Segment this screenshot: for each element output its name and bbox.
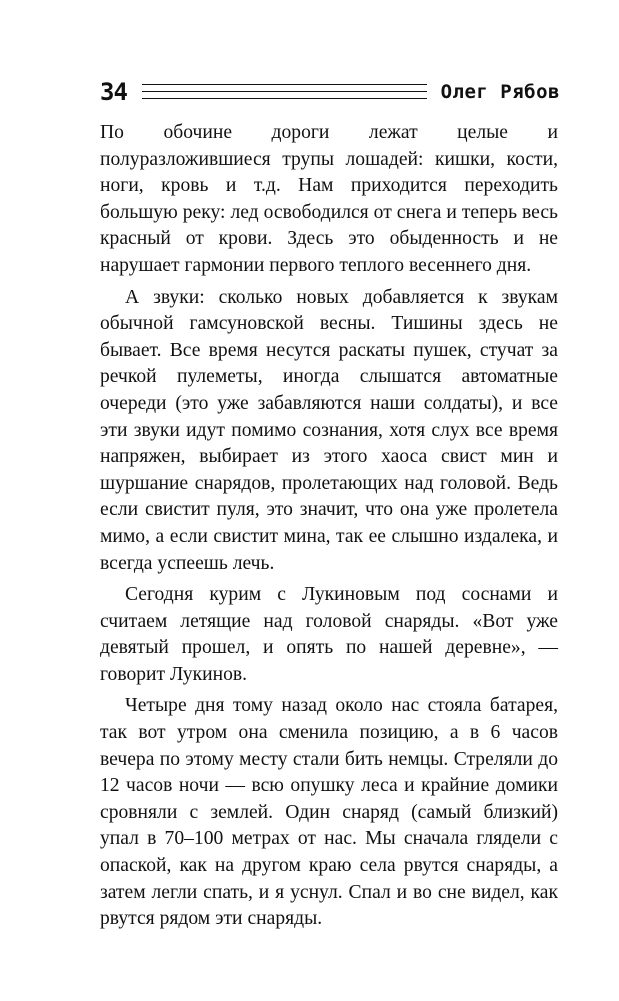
running-header <box>100 78 560 106</box>
paragraph: Сегодня курим с Лукиновым под соснами и считаем летящие над головой снаряды. «Вот уже девятый прошел, и опять по нашей деревне», — говорит Лукинов. <box>100 584 558 685</box>
body-text <box>100 120 558 938</box>
paragraph: По обочине дороги лежат целые и полуразложившиеся трупы лошадей: кишки, кости, ноги, кровь и т.д. Нам приходится переходить большую реку: лед освободился от снега и теперь весь красный от крови. Здесь это обыденность и не нарушает гармонии первого теплого весеннего дня. <box>100 122 558 276</box>
page-number: 34 <box>100 78 127 106</box>
author-name: Олег Рябов <box>440 81 560 103</box>
paragraph: Четыре дня тому назад около нас стояла батарея, так вот утром она сменила позицию, а в 6 часов вечера по этому месту стали бить немцы. Стреляли до 12 часов ночи — всю опушку леса и крайние домики сровняли с землей. Один снаряд (самый близкий) упал в 70–100 метрах от нас. Мы сначала глядели с опаской, как на другом краю села рвутся снаряды, а затем легли спать, и я уснул. Спал и во сне видел, как рвутся рядом эти снаряды. <box>100 695 558 930</box>
header-rule <box>142 98 427 99</box>
header-rule <box>142 91 427 92</box>
paragraph: А звуки: сколько новых добавляется к звукам обычной гамсуновской весны. Тишины здесь не бывает. Все время несутся раскаты пушек, стучат за речкой пулеметы, иногда слышатся автоматные очереди (это уже забавляются наши солдаты), и все эти звуки идут помимо сознания, хотя слух все время напряжен, выбирает из этого хаоса свист мин и шуршание снарядов, пролетающих над головой. Ведь если свистит пуля, это значит, что она уже пролетела мимо, а если свистит мина, так ее слышно издалека, и всегда успеешь лечь. <box>100 286 558 574</box>
header-rule <box>142 84 427 85</box>
